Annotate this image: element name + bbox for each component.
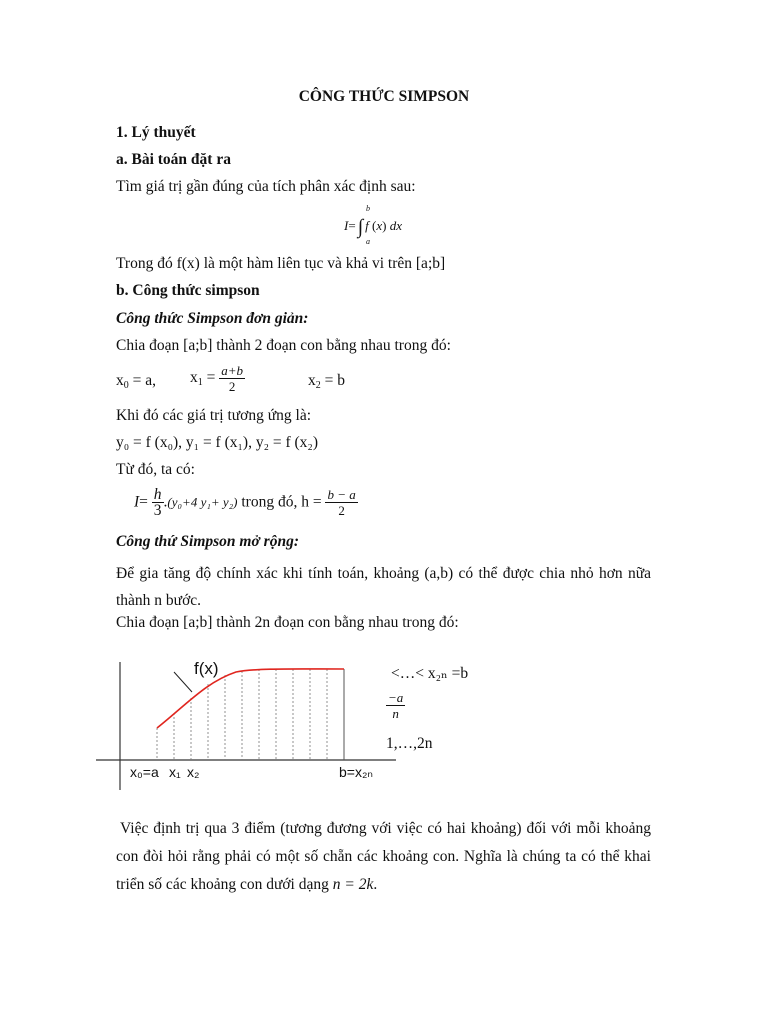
h-numerator: b − a (327, 487, 356, 502)
integrand: f (365, 218, 369, 233)
section-heading: 1. Lý thuyết (116, 124, 196, 141)
condition-text: Trong đó f(x) là một hàm liên tục và khả vi trên [a;b] (116, 255, 446, 272)
formula-lhs: I (134, 493, 140, 511)
x2-value: = b (324, 372, 345, 389)
integral-differential: dx (389, 218, 403, 233)
formula-where: trong đó, h = (241, 493, 322, 511)
formula-body: (y₀+4 y₁+ y₂) (167, 494, 238, 510)
x0-definition: $x_0 = a$, (116, 372, 156, 391)
b-label: b=x₂ₙ (339, 764, 373, 780)
simple-split-text: Chia đoạn [a;b] thành 2 đoạn con bằng nhau trong đó: (116, 337, 451, 354)
subsection-a-heading: a. Bài toán đặt ra (116, 151, 231, 168)
integral-variable: x (376, 218, 383, 233)
closing-period: . (373, 876, 378, 893)
x0-label: x₀=a (130, 764, 159, 780)
x1-definition: $x_1$ = $\frac{a+b}{2}$ (190, 363, 244, 394)
fx-pointer (174, 672, 192, 692)
closing-math: n = 2k (332, 876, 374, 893)
fx-label: f(x) (194, 659, 219, 678)
x0-value: = a, (132, 372, 156, 389)
x2-definition: $x_2 = b$ (308, 372, 345, 391)
simple-formula-heading: Công thức Simpson đơn giản: (116, 310, 309, 327)
formula-three: 3 (153, 502, 162, 519)
integral-lhs: I (344, 218, 349, 233)
integral-equals: = (348, 218, 356, 233)
x1-label: x₁ (169, 764, 181, 780)
function-curve (157, 669, 344, 728)
partial-denominator: n (392, 706, 399, 721)
intro-text: Tìm giá trị gần đúng của tích phân xác định sau: (116, 178, 416, 195)
x1-denominator: 2 (228, 379, 236, 394)
integral-sign: ∫ (357, 216, 364, 238)
hence-text: Từ đó, ta có: (116, 461, 195, 478)
integral-upper-limit: b (366, 204, 370, 213)
x2-label: x₂ (187, 764, 200, 780)
subsection-b-heading: b. Công thức simpson (116, 282, 260, 299)
h-denominator: 2 (338, 503, 345, 518)
formula-h: h (153, 486, 162, 503)
extended-formula-heading: Công thứ Simpson mở rộng: (116, 533, 299, 550)
partial-fraction (386, 690, 405, 722)
extended-split-text: Chia đoạn [a;b] thành 2n đoạn con bằng nhau trong đó: (116, 614, 459, 631)
y-values-line: y₀ = f (x₀), y₁ = f (x₁), y₂ = f (x₂) (116, 434, 318, 451)
partial-text-1: <…< x₂ₙ =b (391, 665, 469, 682)
partial-text-3: 1,…,2n (386, 735, 433, 752)
simpson-figure (96, 650, 396, 800)
x1-numerator: a+b (221, 363, 244, 378)
partition-lines (157, 669, 327, 760)
integral-formula: I= ∫ f (x) dx (344, 216, 403, 238)
closing-paragraph (116, 815, 651, 899)
simpson-formula: I= $\frac{h}{3}$ .(y₀+4 y₁+ y₂) trong đó, h = $\frac{b - a}{2}$ (134, 486, 356, 519)
closing-text: Việc định trị qua 3 điểm (tương đương với việc có hai khoảng) đối với mỗi khoảng con đòi hỏi rằng phải có một số chẵn các khoảng con. Nghĩa là chúng ta có thể khai triển số các khoảng con dưới dạng (116, 820, 651, 893)
integral-lower-limit: a (366, 237, 370, 246)
partial-numerator: −a (388, 690, 404, 705)
page-title: CÔNG THỨC SIMPSON (298, 88, 470, 105)
values-intro: Khi đó các giá trị tương ứng là: (116, 407, 312, 424)
extended-paragraph: Để gia tăng độ chính xác khi tính toán, khoảng (a,b) có thể được chia nhỏ hơn nữa thành n bước. (116, 565, 651, 609)
